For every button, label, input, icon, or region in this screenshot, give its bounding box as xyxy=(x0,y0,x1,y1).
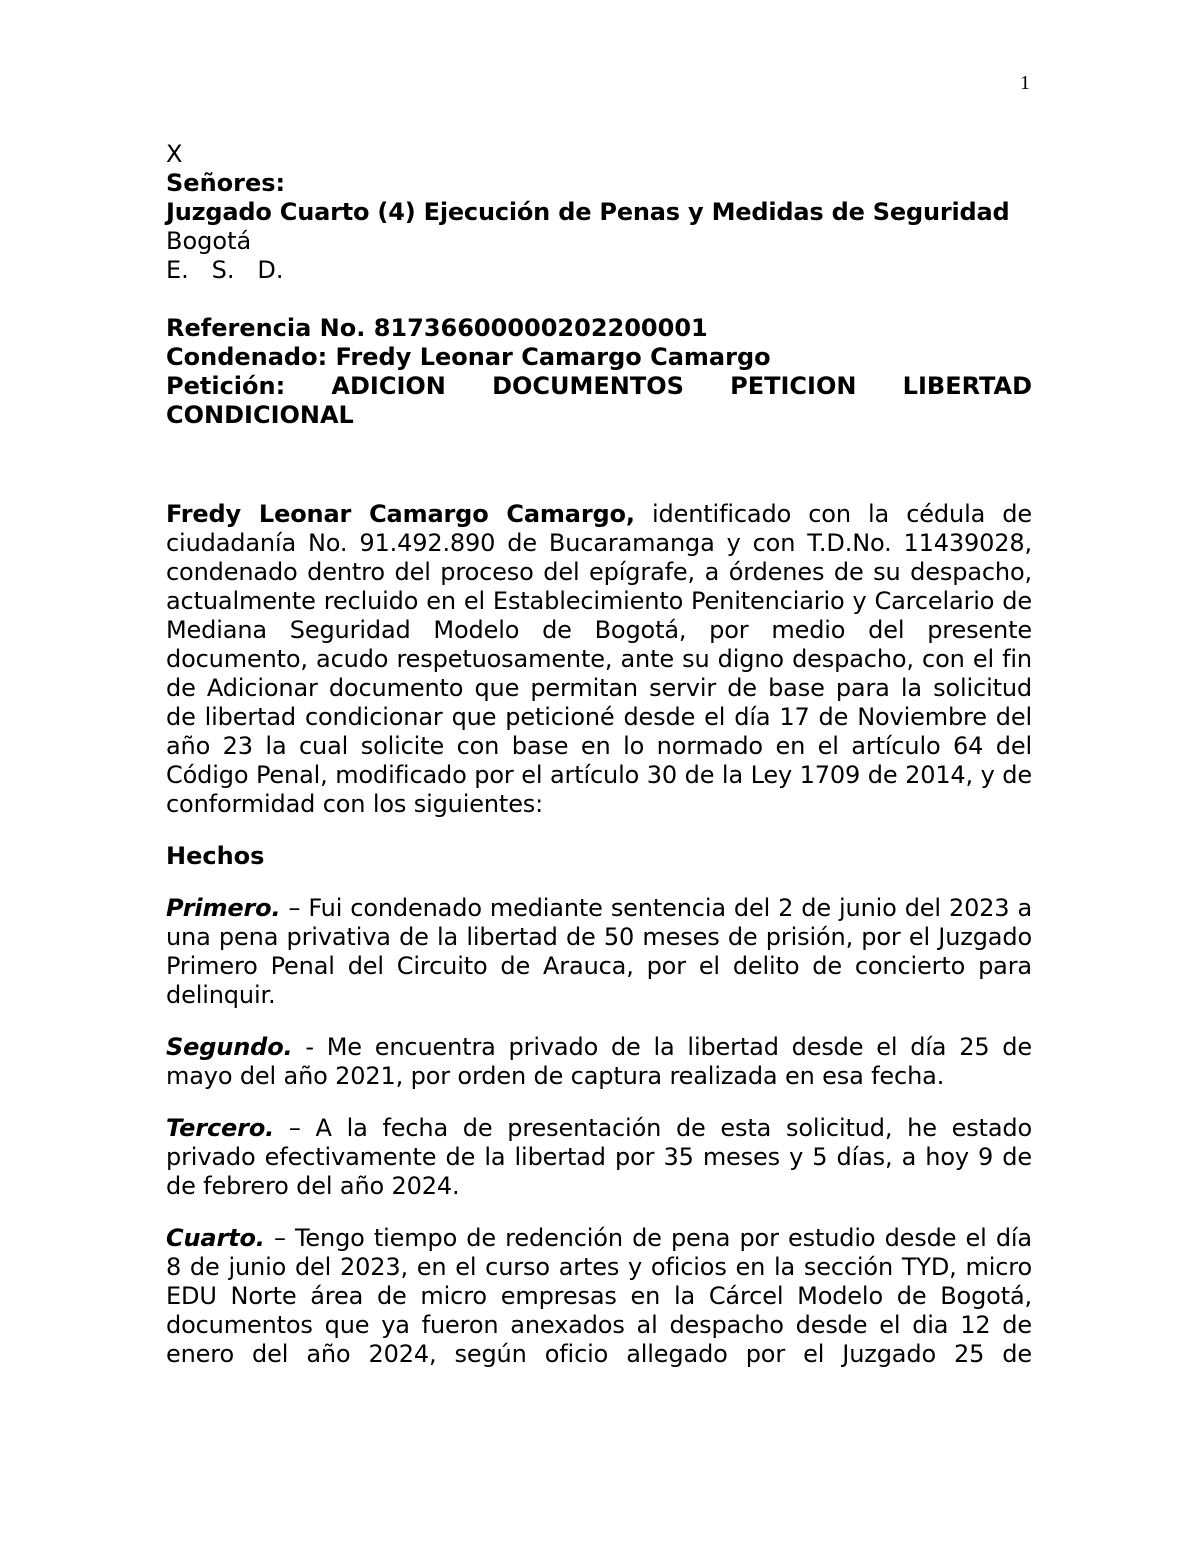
peticion-line xyxy=(166,372,1032,401)
hecho-paragraph xyxy=(166,1114,1032,1201)
hecho-lead: Segundo. xyxy=(166,1033,293,1061)
hecho-text: - Me encuentra privado de la libertad desde el día 25 de mayo del año 2021, por orden de captura realizada en esa fecha. xyxy=(166,1033,1032,1090)
mark-x: X xyxy=(166,140,183,168)
page-number: 1 xyxy=(1020,72,1030,94)
petitioner-name: Fredy Leonar Camargo Camargo, xyxy=(166,500,635,528)
peticion-word: LIBERTAD xyxy=(902,372,1032,400)
hecho-lead: Primero. xyxy=(166,894,281,922)
document-body xyxy=(166,140,1032,1369)
peticion-label: Petición: xyxy=(166,372,286,400)
intro-paragraph xyxy=(166,500,1032,819)
hecho-lead: Cuarto. xyxy=(166,1224,265,1252)
salutation: Señores: xyxy=(166,169,286,197)
hecho-paragraph xyxy=(166,894,1032,1010)
intro-text: identificado con la cédula de ciudadanía No. 91.492.890 de Bucaramanga y con T.D.No. 11439028, condenado dentro del proceso del epígrafe, a órdenes de su despacho, actualmente recluido en el Establecimiento Penitenciario y Carcelario de Mediana Seguridad Modelo de Bogotá, por medio del presente documento, acudo respetuosamente, ante su digno despacho, con el fin de Adicionar documento que permitan servir de base para la solicitud de libertad condicionar que peticioné desde el día 17 de Noviembre del año 23 la cual solicite con base en lo normado en el artículo 64 del Código Penal, modificado por el artículo 30 de la Ley 1709 de 2014, y de conformidad con los siguientes: xyxy=(166,500,1032,818)
hecho-text: – A la fecha de presentación de esta solicitud, he estado privado efectivamente de la libertad por 35 meses y 5 días, a hoy 9 de de febrero del año 2024. xyxy=(166,1114,1032,1200)
peticion-word: ADICION xyxy=(331,372,446,400)
hecho-lead: Tercero. xyxy=(166,1114,275,1142)
court-name: Juzgado Cuarto (4) Ejecución de Penas y Medidas de Seguridad xyxy=(166,198,1010,226)
peticion-continuation: CONDICIONAL xyxy=(166,401,354,429)
condenado: Condenado: Fredy Leonar Camargo Camargo xyxy=(166,343,771,371)
hecho-text: – Tengo tiempo de redención de pena por estudio desde el día 8 de junio del 2023, en el curso artes y oficios en la sección TYD, micro EDU Norte área de micro empresas en la Cárcel Modelo de Bogotá, documentos que ya fueron anexados al despacho desde el dia 12 de enero del año 2024, según oficio allegado por el Juzgado 25 de xyxy=(166,1224,1032,1368)
reference-number: Referencia No. 81736600000202200001 xyxy=(166,314,708,342)
hecho-paragraph xyxy=(166,1033,1032,1091)
city: Bogotá xyxy=(166,227,252,255)
peticion-word: PETICION xyxy=(730,372,857,400)
section-heading-hechos: Hechos xyxy=(166,842,265,870)
esd: E. S. D. xyxy=(166,256,284,284)
hecho-paragraph xyxy=(166,1224,1032,1369)
hecho-text: – Fui condenado mediante sentencia del 2 de junio del 2023 a una pena privativa de la libertad de 50 meses de prisión, por el Juzgado Primero Penal del Circuito de Arauca, por el delito de concierto para delinquir. xyxy=(166,894,1032,1009)
peticion-word: DOCUMENTOS xyxy=(492,372,684,400)
